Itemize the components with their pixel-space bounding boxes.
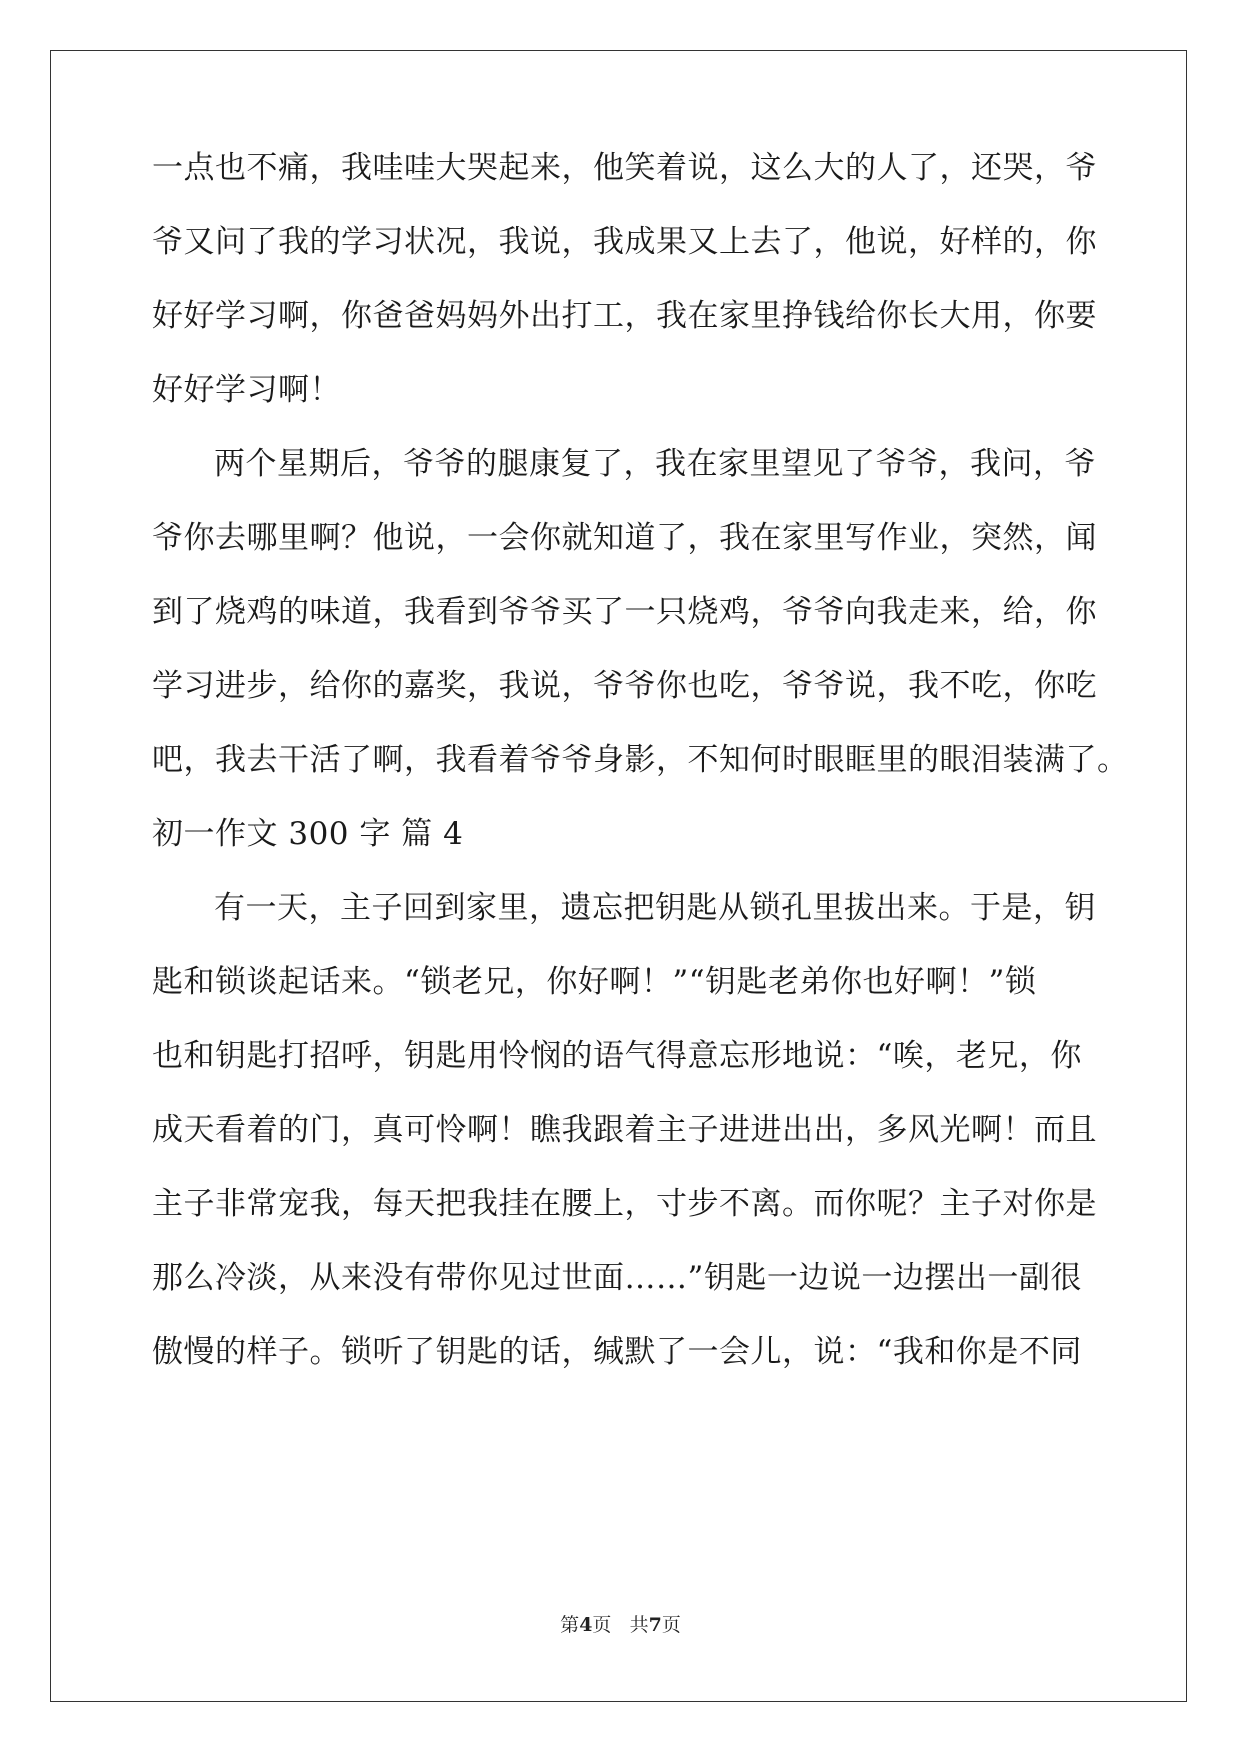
text-line: 匙和锁谈起话来。“锁老兄，你好啊！”“钥匙老弟你也好啊！”锁 [152,964,1037,1000]
text-line: 学习进步，给你的嘉奖，我说，爷爷你也吃，爷爷说，我不吃，你吃 [152,668,1097,704]
text-line: 那么冷淡，从来没有带你见过世面……”钥匙一边说一边摆出一副很 [152,1260,1082,1296]
text-line: 到了烧鸡的味道，我看到爷爷买了一只烧鸡，爷爷向我走来，给，你 [152,594,1097,630]
footer-page-unit: 页 [592,1614,612,1636]
text-line: 傲慢的样子。锁听了钥匙的话，缄默了一会儿，说：“我和你是不同 [152,1334,1082,1370]
text-line: 爷你去哪里啊？他说，一会你就知道了，我在家里写作业，突然，闻 [152,520,1097,556]
footer-prefix: 第 [560,1614,580,1636]
total-pages: 7 [648,1614,662,1636]
footer-total-unit: 页 [661,1614,681,1636]
text-line: 吧，我去干活了啊，我看着爷爷身影，不知何时眼眶里的眼泪装满了。 [152,742,1129,778]
section-heading: 初一作文 300 字 篇 4 [152,816,464,852]
text-line: 也和钥匙打招呼，钥匙用怜悯的语气得意忘形地说：“唉，老兄，你 [152,1038,1082,1074]
text-line: 好好学习啊，你爸爸妈妈外出打工，我在家里挣钱给你长大用，你要 [152,298,1097,334]
page-number: 4 [579,1614,593,1636]
text-line: 好好学习啊！ [152,372,341,408]
paragraph-first-line: 有一天，主子回到家里，遗忘把钥匙从锁孔里拔出来。于是，钥 [214,890,1096,926]
paragraph-first-line: 两个星期后，爷爷的腿康复了，我在家里望见了爷爷，我问，爷 [214,446,1096,482]
text-line: 主子非常宠我，每天把我挂在腰上，寸步不离。而你呢？主子对你是 [152,1186,1097,1222]
text-line: 爷又问了我的学习状况，我说，我成果又上去了，他说，好样的，你 [152,224,1097,260]
text-line: 成天看着的门，真可怜啊！瞧我跟着主子进进出出，多风光啊！而且 [152,1112,1097,1148]
page-footer [0,1613,1241,1637]
footer-total-prefix: 共 [629,1614,649,1636]
text-line: 一点也不痛，我哇哇大哭起来，他笑着说，这么大的人了，还哭，爷 [152,150,1097,186]
